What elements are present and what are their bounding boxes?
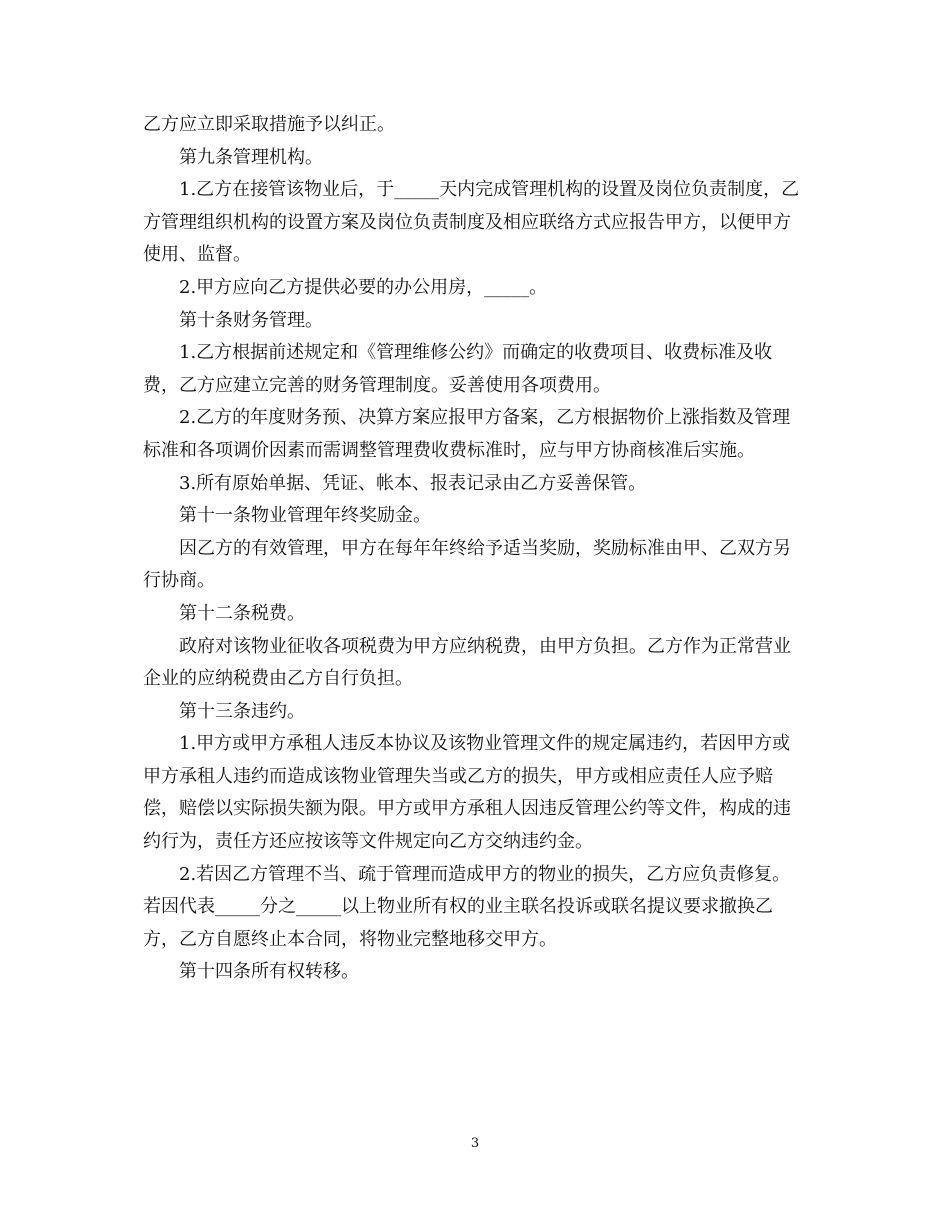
paragraph: 1.甲方或甲方承租人违反本协议及该物业管理文件的规定属违约，若因甲方或甲方承租人违约而造成该物业管理失当或乙方的损失，甲方或相应责任人应予赔偿，赔偿以实际损失额为限。甲方或甲方承租人因违反管理公约等文件，构成的违约行为，责任方还应按该等文件规定向乙方交纳违约金。 bbox=[143, 733, 791, 853]
paragraph: 1.乙方在接管该物业后，于_____天内完成管理机构的设置及岗位负责制度，乙方管理组织机构的设置方案及岗位负责制度及相应联络方式应报告甲方，以便甲方使用、监督。 bbox=[143, 179, 800, 266]
paragraph: 2.甲方应向乙方提供必要的办公用房，_____。 bbox=[179, 276, 548, 298]
paragraph: 1.乙方根据前述规定和《管理维修公约》而确定的收费项目、收费标准及收费，乙方应建立完善的财务管理制度。妥善使用各项费用。 bbox=[143, 342, 773, 396]
paragraph: 第十二条税费。 bbox=[179, 602, 305, 624]
paragraph: 第十条财务管理。 bbox=[179, 309, 323, 331]
paragraph: 第九条管理机构。 bbox=[179, 146, 323, 168]
paragraph: 2.若因乙方管理不当、疏于管理而造成甲方的物业的损失，乙方应负责修复。若因代表_____分之_____以上物业所有权的业主联名投诉或联名提议要求撤换乙方，乙方自愿终止本合同，将物业完整地移交甲方。 bbox=[143, 863, 791, 950]
paragraph: 第十一条物业管理年终奖励金。 bbox=[179, 505, 431, 527]
paragraph: 乙方应立即采取措施予以纠正。 bbox=[143, 114, 395, 135]
paragraph: 2.乙方的年度财务预、决算方案应报甲方备案，乙方根据物价上涨指数及管理标准和各项调价因素而需调整管理费收费标准时，应与甲方协商核准后实施。 bbox=[143, 407, 791, 461]
paragraph: 因乙方的有效管理，甲方在每年年终给予适当奖励，奖励标准由甲、乙双方另行协商。 bbox=[143, 537, 791, 592]
paragraph: 3.所有原始单据、凭证、帐本、报表记录由乙方妥善保管。 bbox=[179, 472, 647, 494]
document-body bbox=[143, 109, 808, 989]
page-number: 3 bbox=[470, 1136, 480, 1151]
paragraph: 第十三条违约。 bbox=[179, 700, 305, 722]
paragraph: 第十四条所有权转移。 bbox=[179, 961, 359, 983]
paragraph: 政府对该物业征收各项税费为甲方应纳税费，由甲方负担。乙方作为正常营业企业的应纳税费由乙方自行负担。 bbox=[143, 635, 791, 690]
